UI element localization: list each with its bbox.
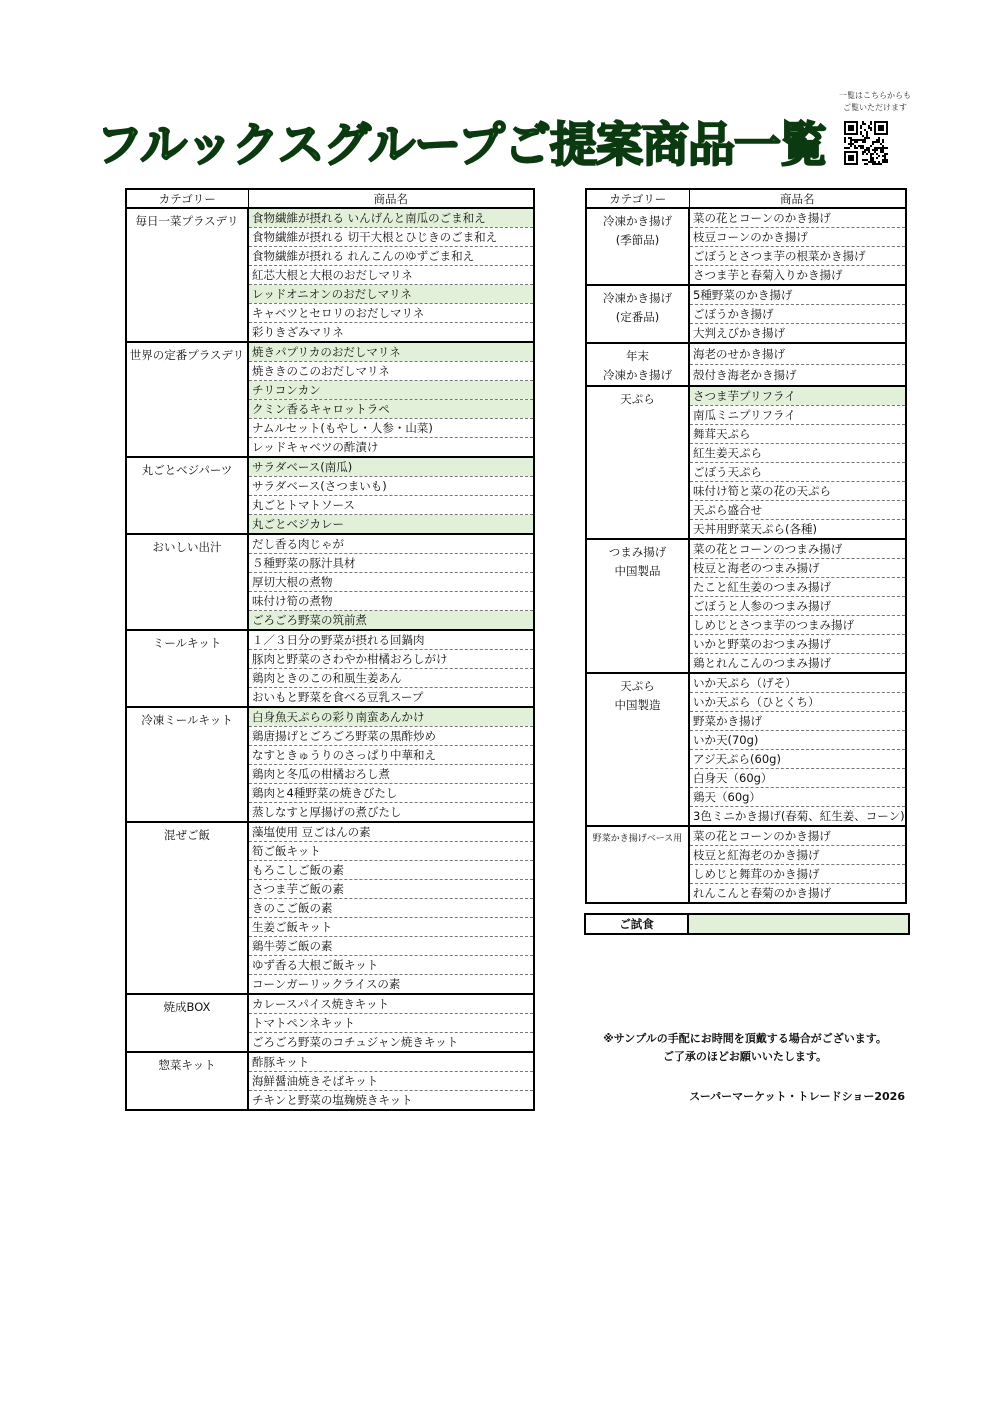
qr-note-line: 一覧はこちらからも (839, 91, 911, 100)
product-name: れんこんと春菊のかき揚げ (689, 884, 906, 904)
product-name: いかと野菜のおつまみ揚げ (689, 635, 906, 654)
product-name: ごぼうとさつま芋の根菜かき揚げ (689, 247, 906, 266)
table-row (126, 534, 534, 554)
qr-note (830, 90, 920, 114)
category-cell (586, 285, 689, 343)
footer-event: スーパーマーケット・トレードショー2026 (689, 1090, 905, 1103)
product-name: 菜の花とコーンのかき揚げ (689, 208, 906, 228)
product-name: 3色ミニかき揚げ(春菊、紅生姜、コーン) (689, 807, 906, 827)
product-name: レッドキャベツの酢漬け (248, 438, 534, 458)
table-row (586, 285, 906, 305)
product-name: さつま芋プリフライ (689, 386, 906, 406)
product-name: しめじと舞茸のかき揚げ (689, 865, 906, 884)
product-name: 彩りきざみマリネ (248, 323, 534, 343)
product-name: 菜の花とコーンのつまみ揚げ (689, 539, 906, 559)
product-name: いか天ぷら（げそ） (689, 673, 906, 693)
table-body (126, 208, 534, 1110)
product-name: 焼きパプリカのおだしマリネ (248, 342, 534, 362)
product-name: 5種野菜のかき揚げ (689, 285, 906, 305)
category-label: 焼成BOX (163, 1000, 211, 1014)
category-label: 冷凍ミールキット (141, 713, 233, 727)
product-name: いか天ぷら（ひとくち） (689, 693, 906, 712)
table-row (586, 343, 906, 365)
product-name: 南瓜ミニプリフライ (689, 406, 906, 425)
category-label: 天ぷら (620, 679, 655, 693)
category-cell (126, 342, 248, 457)
product-name: 大判えびかき揚げ (689, 324, 906, 344)
product-name: たこと紅生姜のつまみ揚げ (689, 578, 906, 597)
qr-note-line: ご覧いただけます (843, 103, 907, 112)
product-name: 鶏肉ときのこの和風生姜あん (248, 669, 534, 688)
product-name: 天ぷら盛合せ (689, 501, 906, 520)
category-cell (126, 457, 248, 534)
category-cell (126, 707, 248, 822)
category-label: 中国製造 (614, 698, 661, 712)
category-label: ミールキット (152, 636, 222, 650)
page-title: フルックスグループご提案商品一覧 (96, 118, 826, 173)
product-name: １／３日分の野菜が摂れる回鍋肉 (248, 630, 534, 650)
product-name: 紅芯大根と大根のおだしマリネ (248, 266, 534, 285)
product-name: 鶏天（60g） (689, 788, 906, 807)
product-name: サラダベース(南瓜) (248, 457, 534, 477)
product-name: トマトペンネキット (248, 1014, 534, 1033)
category-label: (季節品) (615, 233, 660, 247)
product-name: ごぼう天ぷら (689, 463, 906, 482)
header-category: カテゴリー (586, 189, 689, 208)
product-name: 海老のせかき揚げ (689, 343, 906, 365)
category-label: つまみ揚げ (608, 545, 667, 559)
category-label: 野菜かき揚げベース用 (592, 834, 683, 844)
category-cell (586, 386, 689, 539)
table-row (126, 707, 534, 727)
category-cell (126, 1052, 248, 1110)
table-row (586, 208, 906, 228)
category-cell (586, 673, 689, 826)
product-name: 白身天（60g） (689, 769, 906, 788)
product-name: ５種野菜の豚汁具材 (248, 554, 534, 573)
category-label: 中国製品 (614, 564, 661, 578)
product-name: 味付け筍と菜の花の天ぷら (689, 482, 906, 501)
product-name: 鶏唐揚げとごろごろ野菜の黒酢炒め (248, 727, 534, 746)
table-row (126, 630, 534, 650)
trial-field[interactable] (689, 915, 908, 933)
product-name: 白身魚天ぷらの彩り南蛮あんかけ (248, 707, 534, 727)
product-name: ごろごろ野菜の筑前煮 (248, 611, 534, 631)
product-table-right (585, 188, 907, 904)
category-label: 丸ごとベジパーツ (141, 463, 233, 477)
category-label: 世界の定番プラスデリ (129, 348, 245, 362)
product-name: だし香る肉じゃが (248, 534, 534, 554)
product-name: もろこしご飯の素 (248, 861, 534, 880)
category-cell (586, 826, 689, 903)
product-name: チリコンカン (248, 381, 534, 400)
table-row (586, 539, 906, 559)
product-name: ごぼうかき揚げ (689, 305, 906, 324)
notice-line: ※サンプルの手配にお時間を頂戴する場合がございます。 (603, 1032, 887, 1045)
product-name: さつま芋ご飯の素 (248, 880, 534, 899)
product-name: 鶏肉と4種野菜の焼きびたし (248, 784, 534, 803)
product-name: アジ天ぷら(60g) (689, 750, 906, 769)
trial-label: ご試食 (586, 915, 689, 933)
product-name: サラダベース(さつまいも) (248, 477, 534, 496)
table-row (126, 994, 534, 1014)
table-row (586, 826, 906, 846)
category-cell (586, 208, 689, 285)
product-name: 天丼用野菜天ぷら(各種) (689, 520, 906, 540)
product-name: 酢豚キット (248, 1052, 534, 1072)
qr-code-icon[interactable] (844, 121, 888, 165)
category-label: (定番品) (615, 310, 660, 324)
category-label: 冷凍かき揚げ (603, 368, 672, 382)
product-name: 丸ごとトマトソース (248, 496, 534, 515)
table-row (126, 457, 534, 477)
product-name: レッドオニオンのおだしマリネ (248, 285, 534, 304)
table-row (586, 673, 906, 693)
category-cell (126, 822, 248, 994)
product-name: 紅生姜天ぷら (689, 444, 906, 463)
product-name: ゆず香る大根ご飯キット (248, 956, 534, 975)
product-name: 枝豆と紅海老のかき揚げ (689, 846, 906, 865)
product-name: 丸ごとベジカレー (248, 515, 534, 535)
product-name: ナムルセット(もやし・人参・山菜) (248, 419, 534, 438)
category-cell (126, 534, 248, 630)
category-label: 年末 (626, 349, 649, 363)
product-name: いか天(70g) (689, 731, 906, 750)
trial-box (584, 913, 910, 935)
product-name: 鶏肉と冬瓜の柑橘おろし煮 (248, 765, 534, 784)
category-cell (586, 539, 689, 673)
product-name: 豚肉と野菜のさわやか柑橘おろしがけ (248, 650, 534, 669)
product-table-left (125, 188, 535, 1111)
table-row (586, 386, 906, 406)
notice (590, 1030, 900, 1066)
table-row (126, 342, 534, 362)
product-name: 食物繊維が摂れる いんげんと南瓜のごま和え (248, 208, 534, 228)
category-cell (126, 630, 248, 707)
product-name: おいもと野菜を食べる豆乳スープ (248, 688, 534, 708)
product-name: ごろごろ野菜のコチュジャン焼きキット (248, 1033, 534, 1053)
product-name: 鶏牛蒡ご飯の素 (248, 937, 534, 956)
product-name: 食物繊維が摂れる れんこんのゆずごま和え (248, 247, 534, 266)
product-name: 焼ききのこのおだしマリネ (248, 362, 534, 381)
notice-line: ご了承のほどお願いいたします。 (662, 1050, 828, 1063)
category-label: 冷凍かき揚げ (603, 214, 672, 228)
product-name: 海鮮醤油焼きそばキット (248, 1072, 534, 1091)
product-name: 菜の花とコーンのかき揚げ (689, 826, 906, 846)
header-product: 商品名 (248, 189, 534, 208)
header-product: 商品名 (689, 189, 906, 208)
product-name: 舞茸天ぷら (689, 425, 906, 444)
product-name: ごぼうと人参のつまみ揚げ (689, 597, 906, 616)
product-name: カレースパイス焼きキット (248, 994, 534, 1014)
product-name: 殻付き海老かき揚げ (689, 365, 906, 387)
product-name: キャベツとセロリのおだしマリネ (248, 304, 534, 323)
category-cell (126, 208, 248, 342)
product-name: 食物繊維が摂れる 切干大根とひじきのごま和え (248, 228, 534, 247)
product-name: 筍ご飯キット (248, 842, 534, 861)
category-label: 冷凍かき揚げ (603, 291, 672, 305)
category-label: 混ぜご飯 (164, 828, 210, 842)
product-name: 厚切大根の煮物 (248, 573, 534, 592)
table-row (126, 208, 534, 228)
product-name: コーンガーリックライスの素 (248, 975, 534, 995)
product-name: 鶏とれんこんのつまみ揚げ (689, 654, 906, 674)
category-cell (126, 994, 248, 1052)
category-label: 天ぷら (620, 392, 655, 406)
product-name: きのこご飯の素 (248, 899, 534, 918)
product-name: クミン香るキャロットラペ (248, 400, 534, 419)
product-name: 味付け筍の煮物 (248, 592, 534, 611)
product-name: さつま芋と春菊入りかき揚げ (689, 266, 906, 286)
product-name: 枝豆コーンのかき揚げ (689, 228, 906, 247)
product-name: 野菜かき揚げ (689, 712, 906, 731)
category-label: おいしい出汁 (152, 540, 222, 554)
product-name: しめじとさつま芋のつまみ揚げ (689, 616, 906, 635)
product-name: 蒸しなすと厚揚げの煮びたし (248, 803, 534, 823)
table-body (586, 208, 906, 903)
header-category: カテゴリー (126, 189, 248, 208)
product-name: なすときゅうりのさっぱり中華和え (248, 746, 534, 765)
category-label: 惣菜キット (158, 1058, 216, 1072)
table-row (126, 1052, 534, 1072)
product-name: 生姜ご飯キット (248, 918, 534, 937)
product-name: 枝豆と海老のつまみ揚げ (689, 559, 906, 578)
category-label: 毎日一菜プラスデリ (135, 214, 239, 228)
product-name: チキンと野菜の塩麹焼きキット (248, 1091, 534, 1111)
category-cell (586, 343, 689, 386)
product-name: 藻塩使用 豆ごはんの素 (248, 822, 534, 842)
table-row (126, 822, 534, 842)
